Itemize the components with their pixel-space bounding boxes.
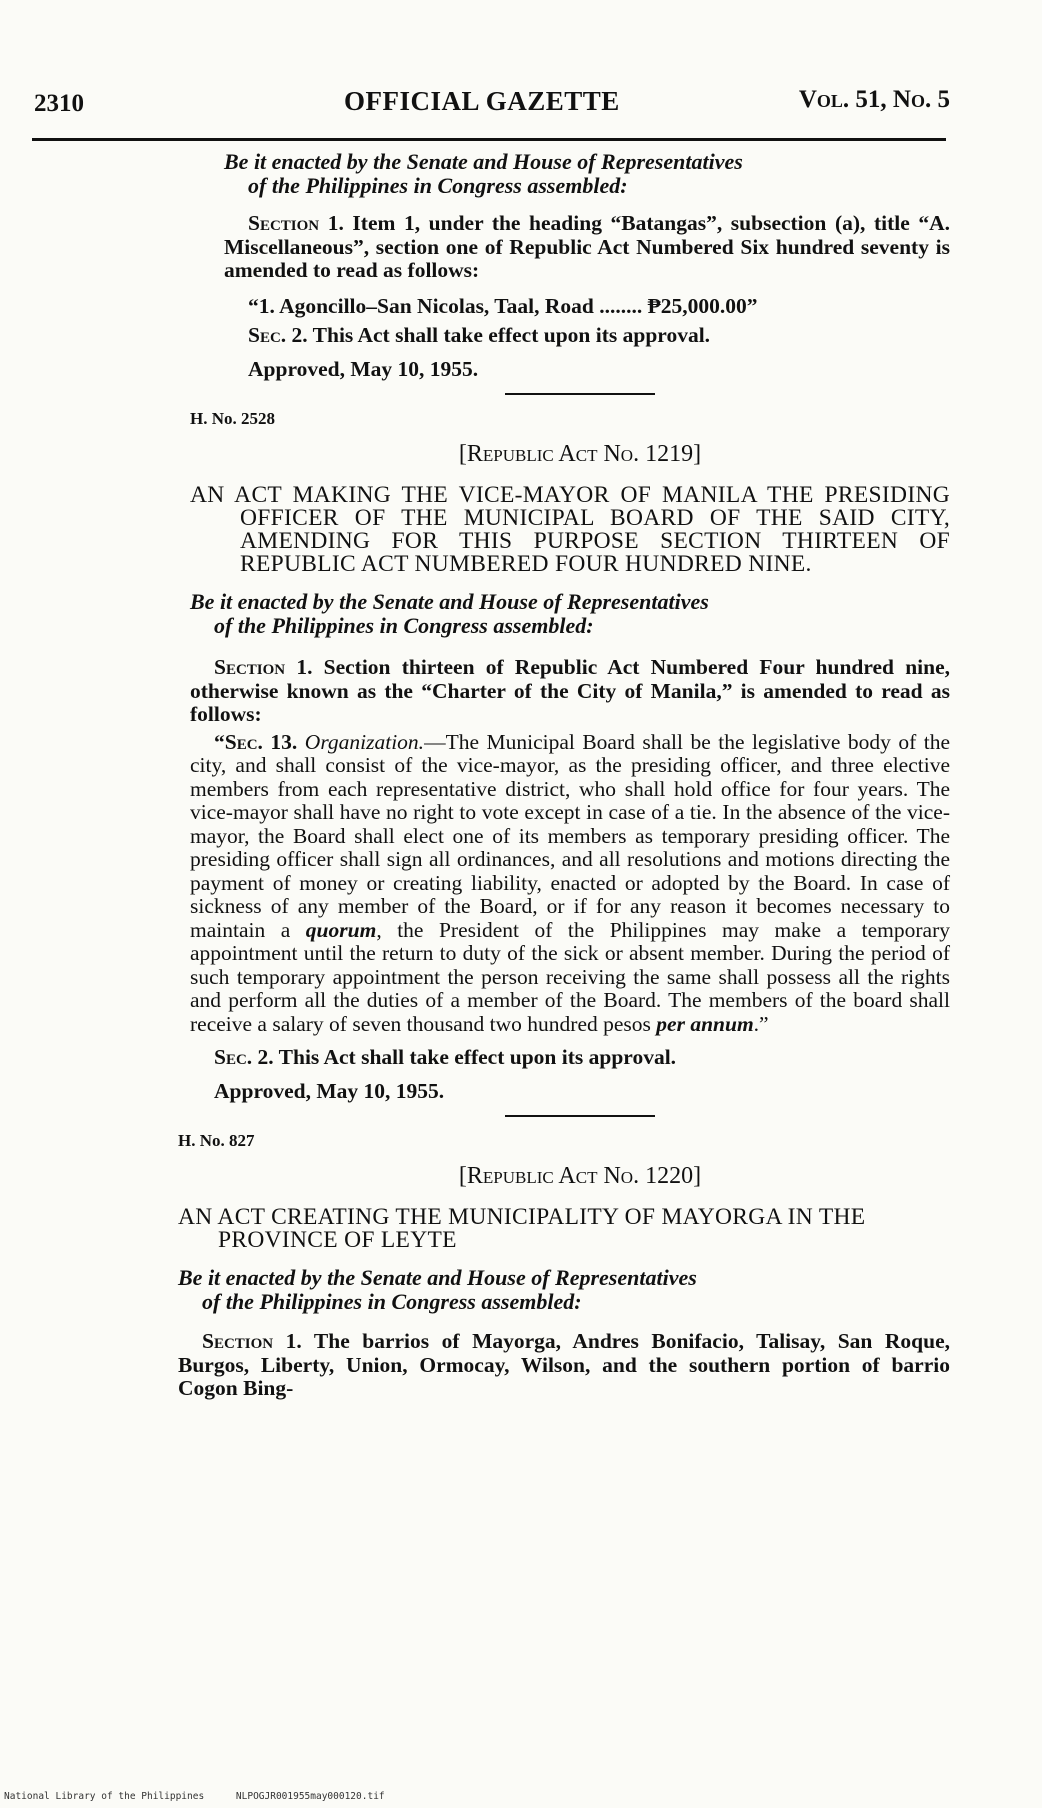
enacting-clause: Be it enacted by the Senate and House of Representatives of the Philippines in Congress assembled: xyxy=(178,1265,697,1314)
section-divider xyxy=(505,393,655,395)
volume-number: Vol. 51, No. 5 xyxy=(798,86,950,113)
section-1-paragraph: Section 1. The barrios of Mayorga, Andres Bonifacio, Talisay, San Roque, Burgos, Liberty, Union, Ormocay, Wilson, and the southern portion of barrio Cogon Bing- xyxy=(178,1329,950,1400)
house-bill-number: H. No. 827 xyxy=(178,1131,255,1150)
section-13-text: “Sec. 13. Organization.—The Municipal Board shall be the legislative body of the city, and shall consist of the vice-mayor, as the presiding officer, and three elective members from each representative district, who shall hold office for four years. The vice-mayor shall have no right to vote except in case of a tie. In the absence of the vice-mayor, the Board shall elect one of its members as temporary presiding officer. The presiding officer shall sign all ordinances, and all resolutions and motions directing the payment of money or creating liability, enacted or adopted by the Board. In case of sickness of any member of the Board, or if for any reason it becomes necessary to maintain a quorum, the President of the Philippines may make a temporary appointment until the return to duty of the sick or absent member. During the period of such temporary appointment the person receiving the same shall possess all the rights and perform all the duties of a member of the Board. The members of the board shall receive a salary of seven thousand two hundred pesos per annum.” xyxy=(190,729,951,1036)
publication-title: OFFICIAL GAZETTE xyxy=(344,86,620,116)
section-1-paragraph: Section 1. Section thirteen of Republic Act Numbered Four hundred nine, otherwise known as the “Charter of the City of Manila,” is amended to read as follows: xyxy=(190,655,951,726)
header-rule xyxy=(32,138,946,141)
approval-date: Approved, May 10, 1955. xyxy=(248,356,479,381)
scan-footer xyxy=(4,1791,411,1802)
approval-date: Approved, May 10, 1955. xyxy=(214,1078,445,1103)
house-bill-number: H. No. 2528 xyxy=(190,409,275,428)
section-2-paragraph: Sec. 2. This Act shall take effect upon its approval. xyxy=(214,1045,677,1069)
enacting-clause: Be it enacted by the Senate and House of Representatives of the Philippines in Congress assembled: xyxy=(224,149,743,198)
section-divider xyxy=(505,1115,655,1117)
file-identifier: NLPOGJR001955may000120.tif xyxy=(235,1791,385,1802)
page-number: 2310 xyxy=(34,90,84,117)
page-body xyxy=(178,149,951,1401)
section-2-paragraph: Sec. 2. This Act shall take effect upon its approval. xyxy=(248,323,711,347)
library-credit: National Library of the Philippines xyxy=(4,1791,205,1802)
act-title: AN ACT CREATING THE MUNICIPALITY OF MAYORGA IN THE PROVINCE OF LEYTE xyxy=(178,1204,866,1253)
republic-act-1220 xyxy=(178,1131,950,1401)
enacting-clause: Be it enacted by the Senate and House of Representatives of the Philippines in Congress assembled: xyxy=(190,589,709,638)
republic-act-label: [Republic Act No. 1220] xyxy=(458,1163,702,1189)
republic-act-1219 xyxy=(190,409,951,1103)
act-title: AN ACT MAKING THE VICE-MAYOR OF MANILA THE PRESIDING OFFICER OF THE MUNICIPAL BOARD OF THE SAID CITY, AMENDING FOR THIS PURPOSE SECTION THIRTEEN OF REPUBLIC ACT NUMBERED FOUR HUNDRED NINE. xyxy=(190,482,950,577)
republic-act-label: [Republic Act No. 1219] xyxy=(458,441,702,467)
amended-item: “1. Agoncillo–San Nicolas, Taal, Road ........ ₱25,000.00” xyxy=(248,293,758,318)
section-1-paragraph: Section 1. Item 1, under the heading “Batangas”, subsection (a), title “A. Miscellaneous”, section one of Republic Act Numbered Six hundred seventy is amended to read as follows: xyxy=(224,211,950,282)
page-header xyxy=(34,72,950,124)
section-label: Section 1. xyxy=(248,211,344,235)
act-1119-continued xyxy=(210,150,950,381)
